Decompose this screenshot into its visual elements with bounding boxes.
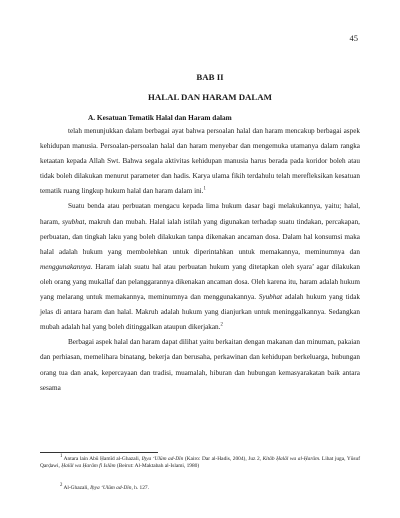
paragraph-2-text-a: Suatu benda atau perbuatan mengacu kepada lima hukum dasar bagi melakukannya, yaitu; halal, haram, [40, 202, 360, 226]
footnote-2 [40, 485, 360, 492]
footnote-1 [40, 456, 360, 470]
footnote-1-title-3: Ḥalāl wa Ḥarām fi Islām [61, 463, 116, 470]
paragraph-2-text-c: . Haram ialah suatu hal atau perbuatan hukum yang ditetapkan oleh syara’ agar dilakukan oleh orang yang mukallaf dan pelanggarannya dikenakan ancaman dosa. Oleh karena itu, haram adalah hukum yang melarang untuk memakannya, meminumnya dan menggunakannya. [40, 262, 360, 302]
footnote-2-text-a: Al-Ghazali, [62, 485, 91, 491]
footnote-ref-1: 1 [203, 186, 206, 192]
paragraph-2-text-d: adalah hukum yang tidak jelas di antara haram dan halal. Makruh adalah hukum yang dianjurkan untuk meninggalkannya. Sedangkan mubah adalah hal yang boleh ditinggalkan ataupun dikerjakan. [40, 293, 360, 332]
paragraph-1 [40, 124, 360, 199]
footnote-1-text-d: (Beirut: Al-Maktabah al-Islami, 1980) [115, 463, 200, 470]
term-syubhat: syubhat [62, 217, 85, 226]
paragraph-1-text: telah menunjukkan dalam berbagai ayat bahwa persoalan halal dan haram mencakup berbagai aspek kehidupan manusia. Persoalan-persoalan halal dan haram menyebar dan mengemuka utamanya dalam rangka ketaatan kepada Allah Swt. Bahwa segala aktivitas kehidupan manusia harus berada pada koridor boleh atau tidak boleh dilakukan menurut parameter dan hadis. Karya ulama fikih terdahulu telah merefleksikan kesatuan tematik ruang lingkup hukum halal dan haram dalam ini. [40, 127, 360, 196]
page-number: 45 [349, 33, 358, 43]
footnote-divider [40, 452, 158, 453]
term-syubhat-2: Syubhat [258, 293, 282, 302]
paragraph-2-text-b: , makruh dan mubah. Halal ialah istilah yang digunakan terhadap suatu tindakan, percakapan, perbuatan, dan tingkah laku yang boleh dilakukan tanpa dikenakan ancaman dosa. Dalam hal konsumsi maka halal adalah hukum yang membolehkan untuk diperintahkan untuk memakannya, meminumnya dan [40, 217, 360, 256]
footnote-2-text-b: , h. 127. [131, 485, 149, 491]
footnote-1-text-b: (Kairo: Dar al-Hadis, 2004), Juz 2, [183, 456, 263, 462]
paragraph-2 [40, 199, 360, 335]
section-heading: A. Kesatuan Tematik Halal dan Haram dalam [88, 113, 232, 122]
footnote-1-number: 1 [60, 454, 63, 460]
chapter-title: HALAL DAN HARAM DALAM [148, 92, 272, 102]
footnote-1-title-1: Iḥya ‘Ulūm ad-Dīn [141, 456, 184, 462]
footnote-2-title-1: Iḥya ‘Ulūm ad-Dīn [90, 485, 132, 491]
footnote-1-text-a: Antara lain Abū Ḥamīd al-Ghazali, [62, 456, 142, 462]
footnote-1-text-c: . Lihat juga, Yūsuf Qarḍawi, [40, 456, 361, 470]
paragraph-3: Berbagai aspek halal dan haram dapat dilihat yaitu berkaitan dengan makanan dan minuman, pakaian dan perhiasan, memelihara binatang, bekerja dan berusaha, perkawinan dan kehidupan berkeluarga, hubungan orang tua dan anak, kepercayaan dan tradisi, muamalah, hiburan dan hubungan kemasyarakatan baik antara sesama [40, 338, 360, 392]
footnote-1-title-2: Kitāb Ḥalāl wa al-Ḥarām [262, 456, 320, 462]
footnote-ref-2: 2 [220, 322, 223, 328]
term-menggunakannya: menggunakannya [40, 262, 91, 271]
chapter-label: BAB II [196, 72, 224, 82]
footnote-2-number: 2 [60, 483, 63, 489]
body-text [40, 124, 360, 396]
